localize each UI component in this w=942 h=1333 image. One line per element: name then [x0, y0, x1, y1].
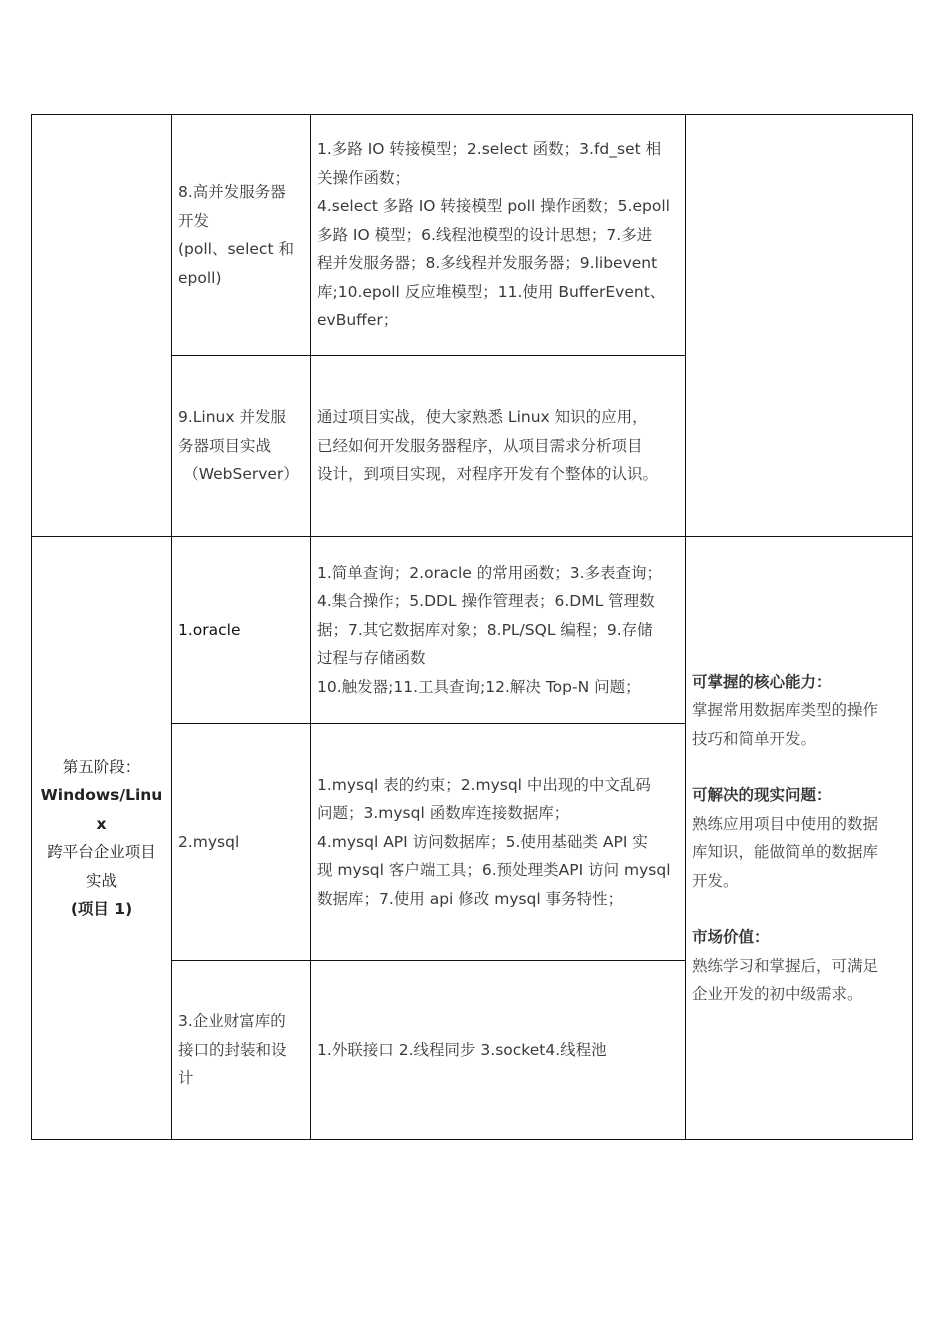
content-line: evBuffer；	[317, 311, 399, 330]
topic-line: 3.企业财富库的	[178, 1012, 286, 1031]
content-line: 1.多路 IO 转接模型；2.select 函数；3.fd_set 相	[317, 140, 662, 159]
table-row	[32, 537, 913, 724]
topic-line: epoll)	[178, 268, 222, 287]
content-line: 问题；3.mysql 函数库连接数据库；	[317, 804, 570, 823]
content-line: 1.简单查询；2.oracle 的常用函数；3.多表查询；	[317, 563, 663, 582]
content-line: 4.集合操作；5.DDL 操作管理表；6.DML 管理数	[317, 592, 655, 611]
topic-cell	[172, 356, 311, 537]
content-cell	[311, 961, 686, 1140]
topic-line: 务器项目实战	[178, 436, 272, 455]
topic-cell	[172, 961, 311, 1140]
topic-line: 计	[178, 1069, 194, 1088]
value-spacer	[692, 753, 906, 781]
curriculum-table	[31, 114, 913, 1140]
content-line: 关操作函数；	[317, 168, 411, 187]
topic-line: (poll、select 和	[178, 240, 294, 258]
content-line: 现 mysql 客户端工具；6.预处理类API 访问 mysql	[317, 861, 671, 880]
stage-cell-five	[32, 537, 172, 1140]
stage-line: 第五阶段：	[62, 757, 141, 776]
content-line: 已经如何开发服务器程序，从项目需求分析项目	[317, 436, 643, 455]
content-cell	[311, 537, 686, 724]
value-line: 开发。	[692, 871, 739, 890]
stage-line: (项目 1)	[70, 900, 133, 918]
value-heading: 市场价值：	[692, 928, 770, 946]
topic-cell	[172, 724, 311, 961]
topic-cell	[172, 115, 311, 356]
stage-line: Windows/Linux	[40, 786, 163, 833]
content-line: 4.select 多路 IO 转接模型 poll 操作函数；5.epoll	[317, 197, 670, 216]
topic-line: 8.高并发服务器	[178, 183, 286, 201]
content-line: 据；7.其它数据库对象；8.PL/SQL 编程；9.存储	[317, 620, 653, 639]
content-line: 1.mysql 表的约束；2.mysql 中出现的中文乱码	[317, 775, 651, 794]
value-line: 熟练应用项目中使用的数据	[692, 814, 879, 833]
stage-line: 实战	[85, 871, 117, 890]
content-line: 数据库；7.使用 api 修改 mysql 事务特性；	[317, 889, 624, 908]
content-line: 过程与存储函数	[317, 649, 426, 668]
content-cell	[311, 356, 686, 537]
content-line: 4.mysql API 访问数据库；5.使用基础类 API 实	[317, 832, 648, 851]
content-line: 10.触发器;11.工具查询;12.解决 Top-N 问题；	[317, 677, 641, 696]
content-line: 程并发服务器；8.多线程并发服务器；9.libevent	[317, 254, 658, 273]
value-line: 掌握常用数据库类型的操作	[692, 701, 879, 719]
stage-line: 跨平台企业项目	[47, 843, 156, 861]
content-line: 通过项目实战，使大家熟悉 Linux 知识的应用，	[317, 408, 648, 427]
content-line: 多路 IO 模型；6.线程池模型的设计思想；7.多进	[317, 225, 653, 244]
topic-line: （WebServer）	[183, 465, 299, 484]
topic-line: 开发	[178, 211, 210, 230]
value-line: 库知识，能做简单的数据库	[692, 843, 879, 861]
topic-line: 1.oracle	[178, 620, 241, 639]
value-spacer	[692, 895, 906, 923]
stage-cell-previous	[32, 115, 172, 537]
topic-line: 2.mysql	[178, 832, 240, 851]
value-cell-previous	[686, 115, 913, 537]
content-line: 库;10.epoll 反应堆模型；11.使用 BufferEvent、	[317, 282, 666, 301]
topic-line: 接口的封装和设	[178, 1040, 287, 1059]
topic-cell	[172, 537, 311, 724]
content-line: 1.外联接口 2.线程同步 3.socket4.线程池	[317, 1040, 607, 1059]
content-cell	[311, 115, 686, 356]
value-heading: 可解决的现实问题：	[692, 786, 832, 804]
value-line: 企业开发的初中级需求。	[692, 985, 863, 1003]
table-row	[32, 115, 913, 356]
value-line: 技巧和简单开发。	[692, 729, 817, 748]
content-line: 设计，到项目实现，对程序开发有个整体的认识。	[317, 465, 659, 484]
value-heading: 可掌握的核心能力：	[692, 672, 832, 691]
value-line: 熟练学习和掌握后，可满足	[692, 956, 879, 975]
content-cell	[311, 724, 686, 961]
value-cell-five	[686, 537, 913, 1140]
topic-line: 9.Linux 并发服	[178, 408, 286, 427]
